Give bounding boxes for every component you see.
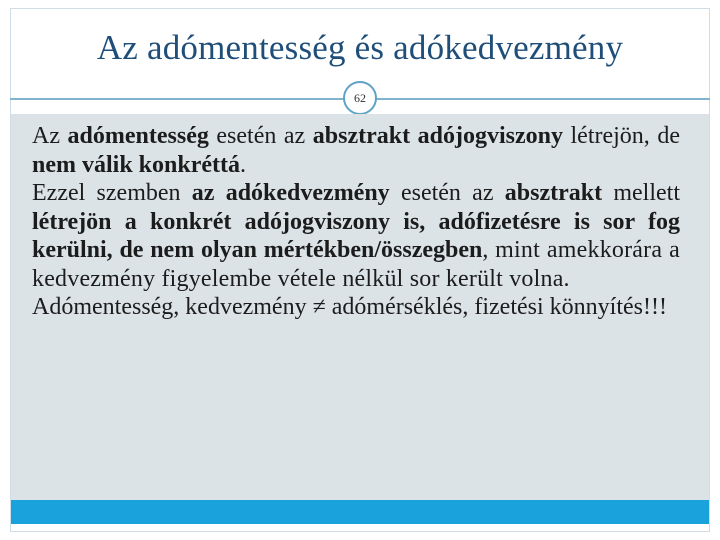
p2-text-5: mellett [602,180,680,206]
p1-text-6: nem válik konkréttá [32,151,241,178]
p1-text-5: létrejön, de [562,123,681,149]
p2-text-2: az adókedvezmény [191,180,390,206]
p2-text-8: mint amekkorára a kedvezmény figyelembe vétele nélkül sor került volna. [32,237,681,292]
p2-text-4: absztrakt [504,180,603,206]
p1-text-3: esetén az [208,123,313,149]
slide-title: Az adómentesség és adókedvezmény [96,28,624,67]
page-number: 62 [354,90,366,105]
p2-text-3: esetén az [389,180,505,206]
paragraph-allowance [32,179,680,293]
p2-text-1: Ezzel szemben [32,180,192,206]
p1-text-1: Az [32,123,68,149]
page-number-badge [343,81,377,115]
paragraph-conclusion: Adómentesség, kedvezmény ≠ adómérséklés, fizetési könnyítés!!! [32,294,667,320]
slide-body [32,122,680,322]
p2-text-7: , [482,237,496,263]
p2-text-6: létrejön a konkrét adójogviszony is, adófizetésre is sor fog kerülni, de nem olyan mértékben/összegben [32,208,680,263]
p1-text-2: adómentesség [67,123,209,149]
paragraph-exemption [32,122,680,179]
p1-text-4: absztrakt adójogviszony [312,123,563,149]
footer-bar [11,500,709,524]
p1-text-7: . [240,151,247,178]
